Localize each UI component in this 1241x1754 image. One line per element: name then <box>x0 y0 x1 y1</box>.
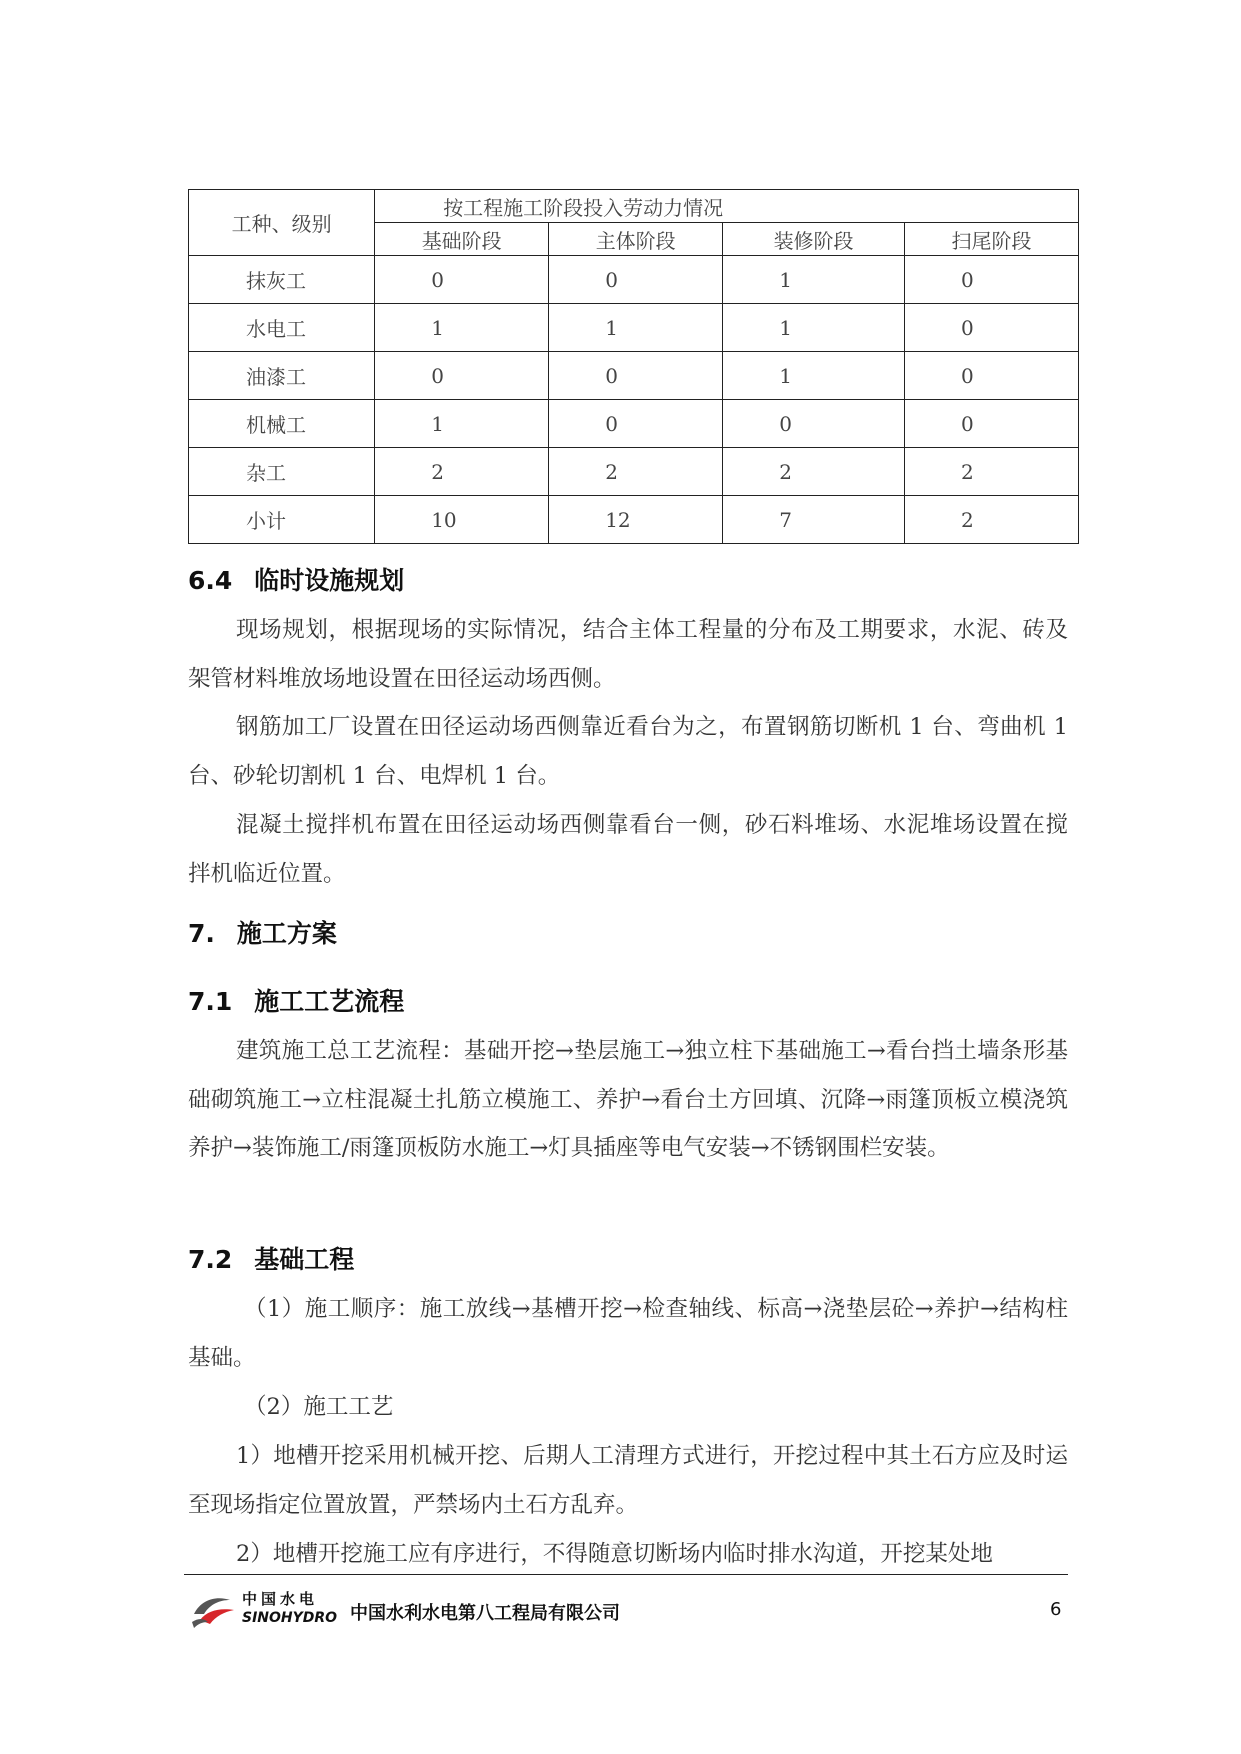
table-cell: 0 <box>904 400 1078 448</box>
table-cell: 12 <box>549 496 723 544</box>
logo-english-text: SINOHYDRO <box>242 1610 338 1626</box>
paragraph: 1）地槽开挖采用机械开挖、后期人工清理方式进行，开挖过程中其土石方应及时运至现场指定位置放置，严禁场内土石方乱弃。 <box>188 1443 1068 1518</box>
section-title: 临时设施规划 <box>254 566 405 595</box>
row-label: 水电工 <box>189 304 375 352</box>
table-cell: 0 <box>549 256 723 304</box>
paragraph: 钢筋加工厂设置在田径运动场西侧靠近看台为之，布置钢筋切断机 1 台、弯曲机 1 台、砂轮切割机 1 台、电焊机 1 台。 <box>188 714 1068 789</box>
stage-header: 装修阶段 <box>723 223 905 256</box>
paragraph: （2）施工工艺 <box>244 1394 394 1420</box>
section-title: 基础工程 <box>254 1245 355 1274</box>
table-row <box>189 448 1079 496</box>
row-label: 机械工 <box>189 400 375 448</box>
sinohydro-logo-icon <box>190 1588 238 1632</box>
stage-header: 基础阶段 <box>375 223 549 256</box>
table-cell: 2 <box>549 448 723 496</box>
table-cell: 0 <box>375 256 549 304</box>
table-row <box>189 304 1079 352</box>
table-cell: 1 <box>723 304 905 352</box>
stage-header: 主体阶段 <box>549 223 723 256</box>
row-label: 油漆工 <box>189 352 375 400</box>
section-number: 7.2 <box>188 1245 233 1274</box>
section-number: 7. <box>188 919 215 948</box>
table-cell: 0 <box>904 304 1078 352</box>
table-cell: 1 <box>723 352 905 400</box>
company-name: 中国水利水电第八工程局有限公司 <box>350 1603 620 1624</box>
section-heading-7 <box>188 914 337 950</box>
table-cell: 1 <box>549 304 723 352</box>
page-number: 6 <box>1050 1599 1062 1620</box>
sinohydro-logo <box>190 1588 338 1632</box>
labor-force-table <box>188 189 1079 544</box>
section-number: 7.1 <box>188 987 233 1016</box>
section-heading-7-2 <box>188 1240 354 1276</box>
table-row <box>189 352 1079 400</box>
table-row <box>189 256 1079 304</box>
footer-rule <box>184 1574 1068 1575</box>
table-cell: 0 <box>549 400 723 448</box>
table-cell: 1 <box>375 304 549 352</box>
table-cell: 2 <box>723 448 905 496</box>
table-cell: 0 <box>549 352 723 400</box>
section-number: 6.4 <box>188 566 233 595</box>
paragraph: 混凝土搅拌机布置在田径运动场西侧靠看台一侧，砂石料堆场、水泥堆场设置在搅拌机临近位置。 <box>188 812 1068 887</box>
section-heading-7-1 <box>188 982 404 1018</box>
table-row <box>189 400 1079 448</box>
span-header: 按工程施工阶段投入劳动力情况 <box>375 190 1079 223</box>
paragraph: 现场规划，根据现场的实际情况，结合主体工程量的分布及工期要求，水泥、砖及架管材料堆放场地设置在田径运动场西侧。 <box>188 617 1068 692</box>
corner-header: 工种、级别 <box>189 190 375 256</box>
paragraph: 建筑施工总工艺流程：基础开挖→垫层施工→独立柱下基础施工→看台挡土墙条形基础砌筑施工→立柱混凝土扎筋立模施工、养护→看台土方回填、沉降→雨篷顶板立模浇筑养护→装饰施工/雨篷顶板防水施工→灯具插座等电气安装→不锈钢围栏安装。 <box>188 1038 1068 1161</box>
table-cell: 2 <box>375 448 549 496</box>
table-cell: 0 <box>904 256 1078 304</box>
table-cell: 0 <box>375 352 549 400</box>
paragraph: （1）施工顺序：施工放线→基槽开挖→检查轴线、标高→浇垫层砼→养护→结构柱基础。 <box>188 1296 1068 1371</box>
table-cell: 2 <box>904 496 1078 544</box>
table-cell: 0 <box>723 400 905 448</box>
table-cell: 0 <box>904 352 1078 400</box>
table-row-subtotal <box>189 496 1079 544</box>
table-cell: 1 <box>375 400 549 448</box>
row-label: 小计 <box>189 496 375 544</box>
logo-chinese-text: 中国水电 <box>242 1590 319 1608</box>
section-title: 施工方案 <box>236 919 337 948</box>
section-heading-6-4 <box>188 561 404 597</box>
stage-header: 扫尾阶段 <box>904 223 1078 256</box>
table-cell: 10 <box>375 496 549 544</box>
section-title: 施工工艺流程 <box>254 987 405 1016</box>
row-label: 杂工 <box>189 448 375 496</box>
table-header-row <box>189 190 1079 223</box>
row-label: 抹灰工 <box>189 256 375 304</box>
table-cell: 7 <box>723 496 905 544</box>
table-cell: 1 <box>723 256 905 304</box>
paragraph: 2）地槽开挖施工应有序进行，不得随意切断场内临时排水沟道，开挖某处地 <box>236 1541 993 1567</box>
table-cell: 2 <box>904 448 1078 496</box>
